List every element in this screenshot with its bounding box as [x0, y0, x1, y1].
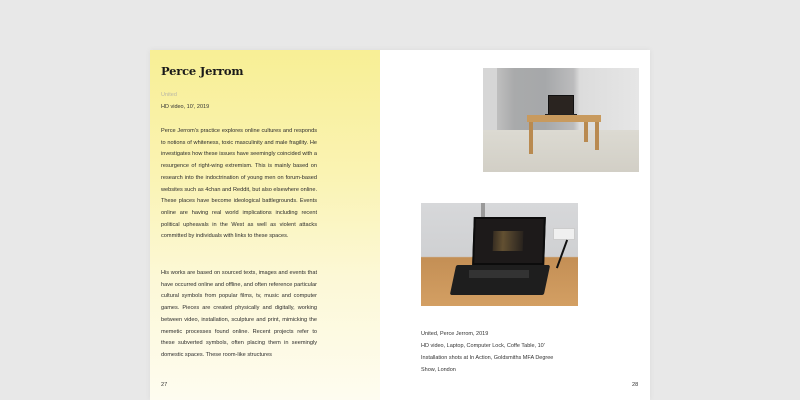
screen-video-still	[493, 231, 524, 251]
laptop-screen	[472, 217, 546, 265]
caption-line: Installation shots at In Action, Goldsmiths MFA Degree	[421, 355, 554, 361]
page-number-right: 28	[632, 382, 639, 388]
bio-paragraph-1: Perce Jerrom's practice explores online cultures and responds to notions of whiteness, toxic masculinity and male fragility. He investigates how these issues have seemingly coincided with a resurgence of right-wing extremism. This is mainly based on research into the indoctrination of young men on forum-based websites such as 4chan and Reddit, but also elsewhere online. These places have become ideological battlegrounds. Events online are having real world implications including recent political upheavals in the West as well as violent attacks committed by individuals with links to these spaces.	[161, 128, 317, 240]
laptop-keyboard	[469, 270, 529, 278]
left-page	[150, 50, 380, 400]
power-socket	[553, 228, 575, 240]
table-leg	[595, 122, 599, 150]
work-title: United	[161, 92, 177, 98]
table-leg	[584, 122, 588, 142]
caption-line: Show, London	[421, 367, 456, 373]
bio-paragraph-2: His works are based on sourced texts, images and events that have occurred online and offline, and often reference particular cultural symbols from popular films, tv, music and computer games. Pieces are created physically and digitally, working between video, installation, sculpture and print, mimicking the memetic processes found online. Recent projects refer to these subverted symbols, often placing them in seemingly domestic spaces. These room-like structures	[161, 270, 317, 358]
book-spread	[150, 50, 650, 400]
caption-line: United, Perce Jerrom, 2019	[421, 331, 489, 337]
table-top	[527, 115, 601, 122]
cable	[556, 240, 568, 269]
installation-photo-laptop	[421, 203, 578, 306]
work-meta: HD video, 10', 2019	[161, 104, 210, 110]
installation-photo-table	[483, 68, 639, 172]
floor	[483, 130, 639, 172]
page-number-left: 27	[161, 382, 168, 388]
artist-name-heading: Perce Jerrom	[161, 64, 244, 78]
caption-line: HD video, Laptop, Computer Lock, Coffe Table, 10'	[421, 343, 545, 349]
right-page	[380, 50, 650, 400]
laptop-screen	[548, 95, 574, 115]
table-leg	[529, 122, 533, 154]
